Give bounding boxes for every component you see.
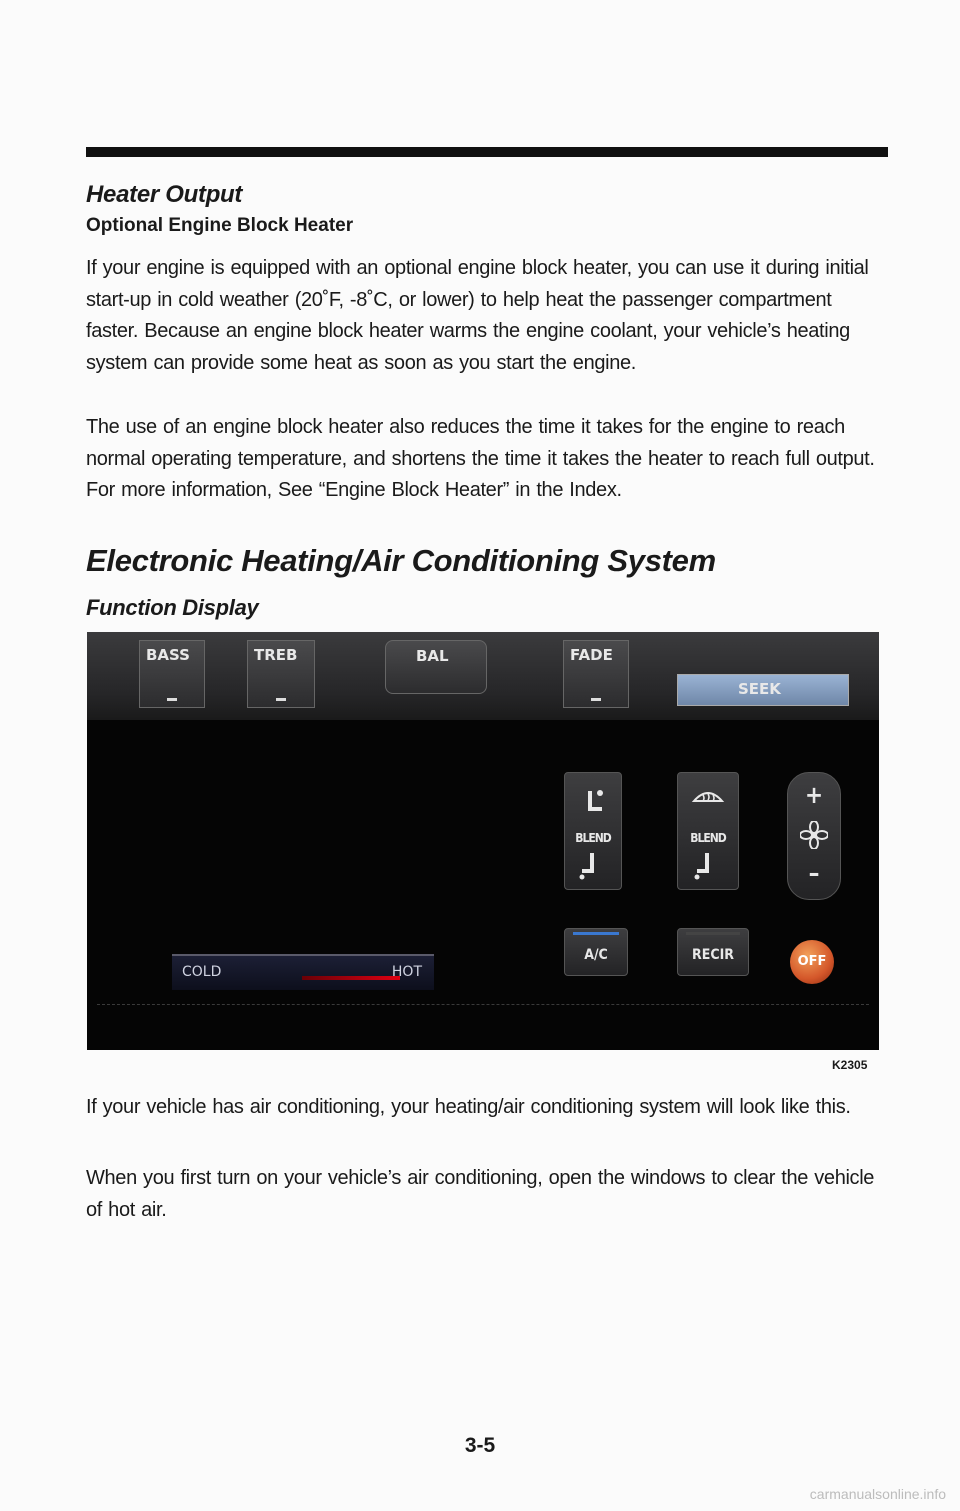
fan-icon bbox=[800, 821, 828, 849]
page-number: 3-5 bbox=[464, 1434, 496, 1457]
treble-button bbox=[247, 640, 315, 708]
bass-button bbox=[139, 640, 205, 708]
windshield-defrost-icon bbox=[691, 785, 725, 809]
seek-label: SEEK bbox=[738, 680, 781, 698]
blend-defrost-button bbox=[564, 772, 622, 890]
paragraph-block-heater-benefit: The use of an engine block heater also reduces the time it takes for the engine to reach normal operating temperature, and shortens the time it takes the heater to reach full output. For more information, See “Engine Block Heater” in the Index. bbox=[86, 416, 875, 501]
panel-trim-line bbox=[97, 1004, 869, 1006]
site-watermark: carmanualsonline.info bbox=[809, 1486, 946, 1502]
seek-button bbox=[677, 674, 849, 706]
ac-indicator-light bbox=[573, 932, 619, 935]
blend-label-right: BLEND bbox=[690, 831, 726, 845]
balance-button bbox=[385, 640, 487, 694]
temperature-fill bbox=[302, 976, 400, 980]
floor-vent-icon-2 bbox=[693, 851, 723, 881]
recirc-indicator-light bbox=[686, 932, 740, 935]
fade-label: FADE bbox=[570, 646, 613, 664]
heading-electronic-hvac: Electronic Heating/Air Conditioning System bbox=[86, 543, 716, 578]
hvac-panel-photo bbox=[87, 632, 879, 1050]
top-rule bbox=[86, 147, 888, 157]
subheading-function-display: Function Display bbox=[86, 595, 259, 620]
hot-label: HOT bbox=[391, 964, 422, 980]
floor-vent-icon bbox=[578, 851, 608, 881]
blend-label-left: BLEND bbox=[575, 831, 611, 845]
ac-label: A/C bbox=[584, 947, 608, 963]
recirc-button bbox=[677, 928, 749, 976]
temperature-display bbox=[172, 954, 434, 990]
seat-vent-icon bbox=[578, 787, 608, 821]
fade-button bbox=[563, 640, 629, 708]
ac-button bbox=[564, 928, 628, 976]
subheading-engine-block-heater: Optional Engine Block Heater bbox=[86, 215, 354, 236]
cold-label: COLD bbox=[182, 964, 222, 980]
fan-speed-rocker bbox=[787, 772, 841, 900]
bass-label: BASS bbox=[146, 646, 190, 664]
paragraph-block-heater-intro: If your engine is equipped with an optional engine block heater, you can use it during initial start-up in cold weather (20˚F, -8˚C, or lower) to help heat the passenger compartment faster. Because an engine block heater warms the engine coolant, your vehicle’s heating system can provide some heat as soon as you start the engine. bbox=[86, 257, 869, 374]
radio-control-strip bbox=[87, 632, 879, 720]
paragraph-ac-tip: When you first turn on your vehicle’s air conditioning, open the windows to clear the vehicle of hot air. bbox=[86, 1167, 875, 1221]
paragraph-hvac-description: If your vehicle has air conditioning, your heating/air conditioning system will look like this. bbox=[86, 1096, 851, 1118]
balance-label: BAL bbox=[416, 647, 449, 665]
fan-plus-label: + bbox=[804, 781, 824, 809]
figure-code: K2305 bbox=[832, 1058, 868, 1072]
off-button: OFF bbox=[790, 940, 834, 984]
recirc-label: RECIR bbox=[692, 947, 734, 963]
treble-mark bbox=[276, 698, 286, 701]
treble-label: TREB bbox=[254, 646, 298, 664]
bass-mark bbox=[167, 698, 177, 701]
fan-minus-label: – bbox=[808, 859, 820, 887]
heading-heater-output: Heater Output bbox=[86, 181, 243, 208]
fade-mark bbox=[591, 698, 601, 701]
blend-floor-button bbox=[677, 772, 739, 890]
